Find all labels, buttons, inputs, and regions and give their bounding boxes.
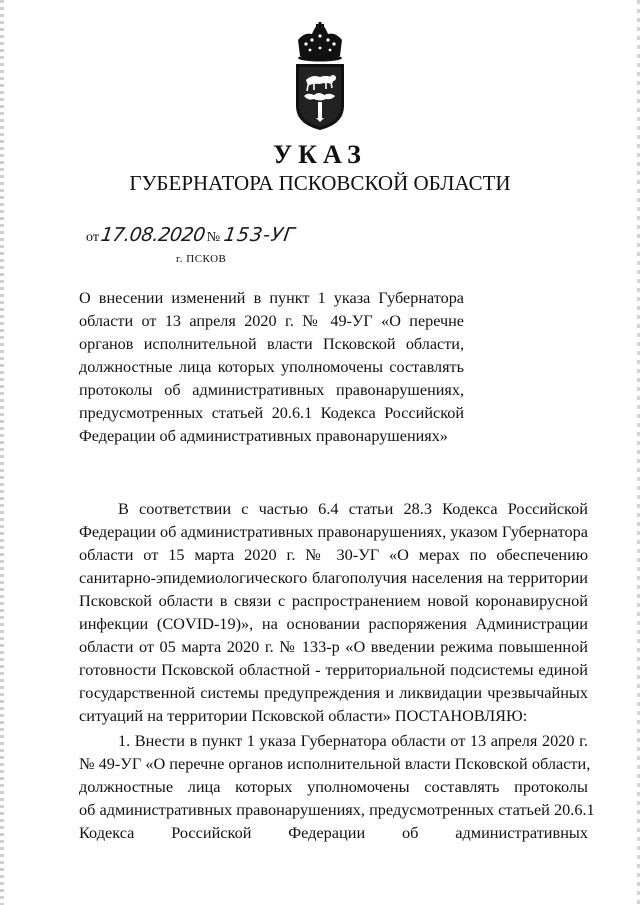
document-meta-row bbox=[86, 224, 295, 246]
body-line: государственной системы предупреждения и ликвидации чрезвычайных bbox=[79, 683, 588, 702]
date-prefix: от bbox=[86, 230, 99, 245]
body-line: области от 15 марта 2020 г. № 30-УГ «О мерах по обеспечению bbox=[79, 545, 588, 564]
subject-line: области от 13 апреля 2020 г. № 49-УГ «О перечне bbox=[79, 312, 464, 330]
body-line: Кодекса Российской Федерации об административных bbox=[79, 823, 588, 842]
pskov-coat-of-arms-icon bbox=[288, 22, 352, 132]
subject-line: органов исполнительной власти Псковской области, bbox=[79, 335, 464, 353]
subject-line: Федерации об административных правонарушениях» bbox=[79, 427, 448, 445]
handwritten-date: 17.08.2020 bbox=[99, 224, 207, 246]
scan-edge-left bbox=[0, 0, 4, 905]
subject-line: должностные лица которых уполномочены составлять bbox=[79, 358, 464, 376]
city-label: г. ПСКОВ bbox=[176, 253, 227, 265]
number-prefix: № bbox=[206, 230, 221, 245]
body-line: Псковской области в связи с распространением новой коронавирусной bbox=[79, 591, 588, 610]
body-line: области от 05 марта 2020 г. № 133-р «О введении режима повышенной bbox=[79, 637, 588, 656]
subject-line: протоколы об административных правонарушениях, bbox=[79, 381, 464, 399]
document-type-title: УКАЗ bbox=[273, 140, 367, 169]
body-line: должностные лица которых уполномочены составлять протоколы bbox=[79, 777, 588, 796]
issuer-title: ГУБЕРНАТОРА ПСКОВСКОЙ ОБЛАСТИ bbox=[129, 171, 511, 195]
body-line: об административных правонарушениях, предусмотренных статьей 20.6.1 bbox=[79, 800, 595, 819]
body-line: инфекции (COVID-19)», на основании распоряжения Администрации bbox=[79, 614, 588, 633]
body-line: 1. Внести в пункт 1 указа Губернатора области от 13 апреля 2020 г. bbox=[118, 731, 588, 750]
body-line: В соответствии с частью 6.4 статьи 28.3 Кодекса Российской bbox=[118, 499, 588, 518]
body-line: № 49-УГ «О перечне органов исполнительной власти Псковской области, bbox=[79, 754, 591, 773]
body-line: санитарно-эпидемиологического благополучия населения на территории bbox=[79, 568, 588, 587]
body-line: Федерации об административных правонарушениях, указом Губернатора bbox=[79, 522, 588, 541]
body-line: ситуаций на территории Псковской области» ПОСТАНОВЛЯЮ: bbox=[79, 706, 528, 725]
handwritten-number: 153-УГ bbox=[222, 224, 297, 246]
body-line: готовности Псковской областной - территориальной подсистемы единой bbox=[79, 660, 588, 679]
subject-line: предусмотренных статьей 20.6.1 Кодекса Российской bbox=[79, 404, 464, 422]
subject-line: О внесении изменений в пункт 1 указа Губернатора bbox=[79, 289, 464, 307]
